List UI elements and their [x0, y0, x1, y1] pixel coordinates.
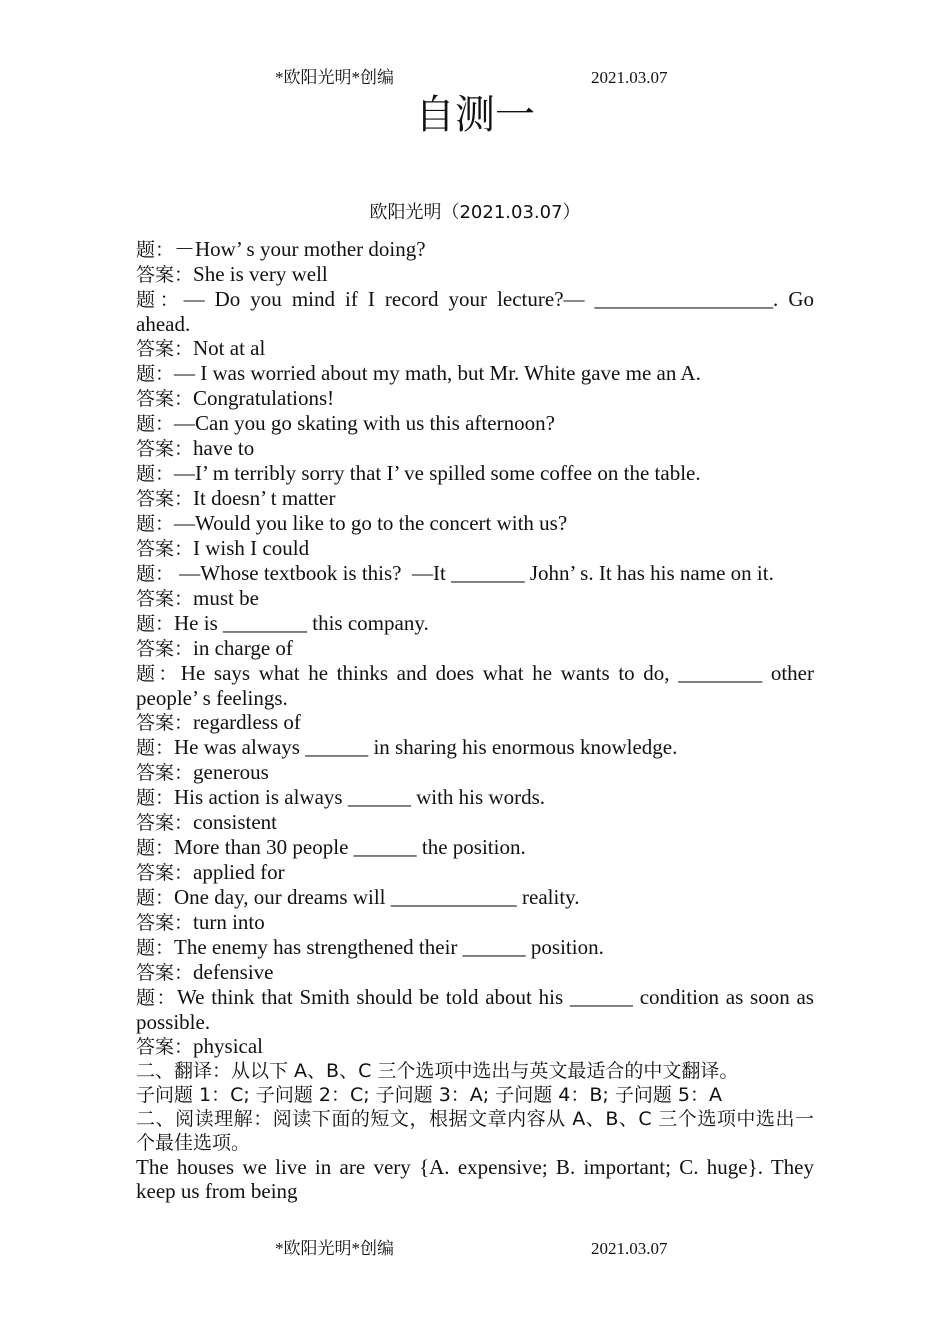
answer-line — [136, 262, 814, 287]
answer-label: 答案： — [136, 264, 194, 286]
answer-label: 答案： — [136, 438, 194, 460]
answer-line — [136, 586, 814, 611]
sub-question-answers: 子问题 1：C; 子问题 2：C; 子问题 3：A; 子问题 4：B; 子问题 5：A — [136, 1084, 722, 1106]
answer-text: I wish I could — [193, 536, 310, 560]
question-text: We think that Smith should be told about his ______ condition as soon as possible. — [136, 985, 820, 1034]
question-text: —I’ m terribly sorry that I’ ve spilled some coffee on the table. — [174, 461, 701, 485]
answer-label: 答案： — [136, 338, 194, 360]
answer-text: consistent — [193, 810, 278, 834]
document-body — [136, 237, 820, 1203]
question-text: The enemy has strengthened their ______ position. — [174, 935, 604, 959]
footer-date: 2021.03.07 — [591, 1239, 668, 1258]
answer-text: in charge of — [193, 636, 293, 660]
question-text: －How’ s your mother doing? — [174, 237, 426, 261]
answer-label: 答案： — [136, 1036, 194, 1058]
answer-text: defensive — [193, 960, 274, 984]
answer-text: turn into — [193, 910, 265, 934]
answer-line — [136, 536, 814, 561]
footer-left: *欧阳光明*创编 — [275, 1239, 394, 1258]
answer-line — [136, 810, 814, 835]
question-line — [136, 785, 814, 810]
page-title: 自测一 — [415, 92, 535, 138]
answer-label: 答案： — [136, 712, 194, 734]
question-label: 题： — [136, 937, 175, 959]
question-line — [136, 661, 820, 710]
answer-text: generous — [193, 760, 269, 784]
question-label: 题： — [136, 239, 175, 261]
answer-line — [136, 636, 814, 661]
header-left: *欧阳光明*创编 — [275, 68, 394, 87]
question-label: 题： — [136, 737, 175, 759]
answer-line — [136, 710, 814, 735]
answer-label: 答案： — [136, 638, 194, 660]
question-text: —Would you like to go to the concert with us? — [174, 511, 568, 535]
question-label: 题： — [136, 563, 175, 585]
question-text: —Can you go skating with us this afternoon? — [174, 411, 555, 435]
question-text: He was always ______ in sharing his enormous knowledge. — [174, 735, 678, 759]
author-line: 欧阳光明（2021.03.07） — [369, 202, 581, 223]
answer-label: 答案： — [136, 588, 194, 610]
answer-text: have to — [193, 436, 255, 460]
answer-label: 答案： — [136, 388, 194, 410]
reading-passage: The houses we live in are very {A. expensive; B. important; C. huge}. They keep us from being — [136, 1155, 820, 1203]
question-line — [136, 735, 814, 760]
question-label: 题： — [136, 463, 175, 485]
header-date: 2021.03.07 — [591, 68, 668, 87]
question-line — [136, 511, 814, 536]
answer-line — [136, 860, 814, 885]
answer-line — [136, 486, 814, 511]
answer-text: physical — [193, 1034, 263, 1058]
question-line — [136, 461, 814, 486]
answer-text: Not at al — [193, 336, 266, 360]
question-text: One day, our dreams will ____________ reality. — [174, 885, 580, 909]
answer-text: regardless of — [193, 710, 301, 734]
answer-text: applied for — [193, 860, 285, 884]
question-line — [136, 835, 814, 860]
answer-label: 答案： — [136, 488, 194, 510]
question-label: 题： — [136, 289, 184, 311]
question-label: 题： — [136, 363, 175, 385]
answer-label: 答案： — [136, 762, 194, 784]
answer-line — [136, 1034, 814, 1059]
answer-text: It doesn’ t matter — [193, 486, 336, 510]
question-text: More than 30 people ______ the position. — [174, 835, 526, 859]
answer-line — [136, 960, 814, 985]
answer-line — [136, 386, 814, 411]
question-label: 题： — [136, 787, 175, 809]
question-label: 题： — [136, 663, 181, 685]
answer-text: She is very well — [193, 262, 328, 286]
question-line — [136, 287, 820, 336]
question-line — [136, 237, 814, 262]
answer-line — [136, 336, 814, 361]
question-line — [136, 411, 814, 436]
question-text: He is ________ this company. — [174, 611, 429, 635]
question-label: 题： — [136, 887, 175, 909]
question-label: 题： — [136, 987, 178, 1009]
question-text: His action is always ______ with his words. — [174, 785, 545, 809]
answer-label: 答案： — [136, 862, 194, 884]
qa-list — [136, 237, 820, 1059]
question-line — [136, 885, 814, 910]
answer-text: must be — [193, 586, 259, 610]
question-text: —Whose textbook is this? —It _______ John’ s. It has his name on it. — [174, 561, 774, 585]
section-translation-heading: 二、翻译：从以下 A、B、C 三个选项中选出与英文最适合的中文翻译。 — [136, 1060, 739, 1082]
question-text: — Do you mind if I record your lecture?— _________________. Go ahead. — [136, 287, 820, 336]
question-label: 题： — [136, 613, 175, 635]
answer-line — [136, 760, 814, 785]
answer-line — [136, 436, 814, 461]
answer-label: 答案： — [136, 912, 194, 934]
question-text: He says what he thinks and does what he wants to do, ________ other people’ s feelings. — [136, 661, 820, 710]
question-line — [136, 561, 814, 586]
question-line — [136, 361, 814, 386]
section-reading-heading: 二、阅读理解：阅读下面的短文，根据文章内容从 A、B、C 三个选项中选出一个最佳选项。 — [136, 1108, 814, 1154]
answer-label: 答案： — [136, 538, 194, 560]
question-label: 题： — [136, 513, 175, 535]
answer-label: 答案： — [136, 812, 194, 834]
answer-text: Congratulations! — [193, 386, 335, 410]
question-line — [136, 985, 820, 1034]
question-label: 题： — [136, 837, 175, 859]
question-text: — I was worried about my math, but Mr. White gave me an A. — [174, 361, 701, 385]
question-label: 题： — [136, 413, 175, 435]
question-line — [136, 935, 814, 960]
question-line — [136, 611, 814, 636]
answer-label: 答案： — [136, 962, 194, 984]
answer-line — [136, 910, 814, 935]
